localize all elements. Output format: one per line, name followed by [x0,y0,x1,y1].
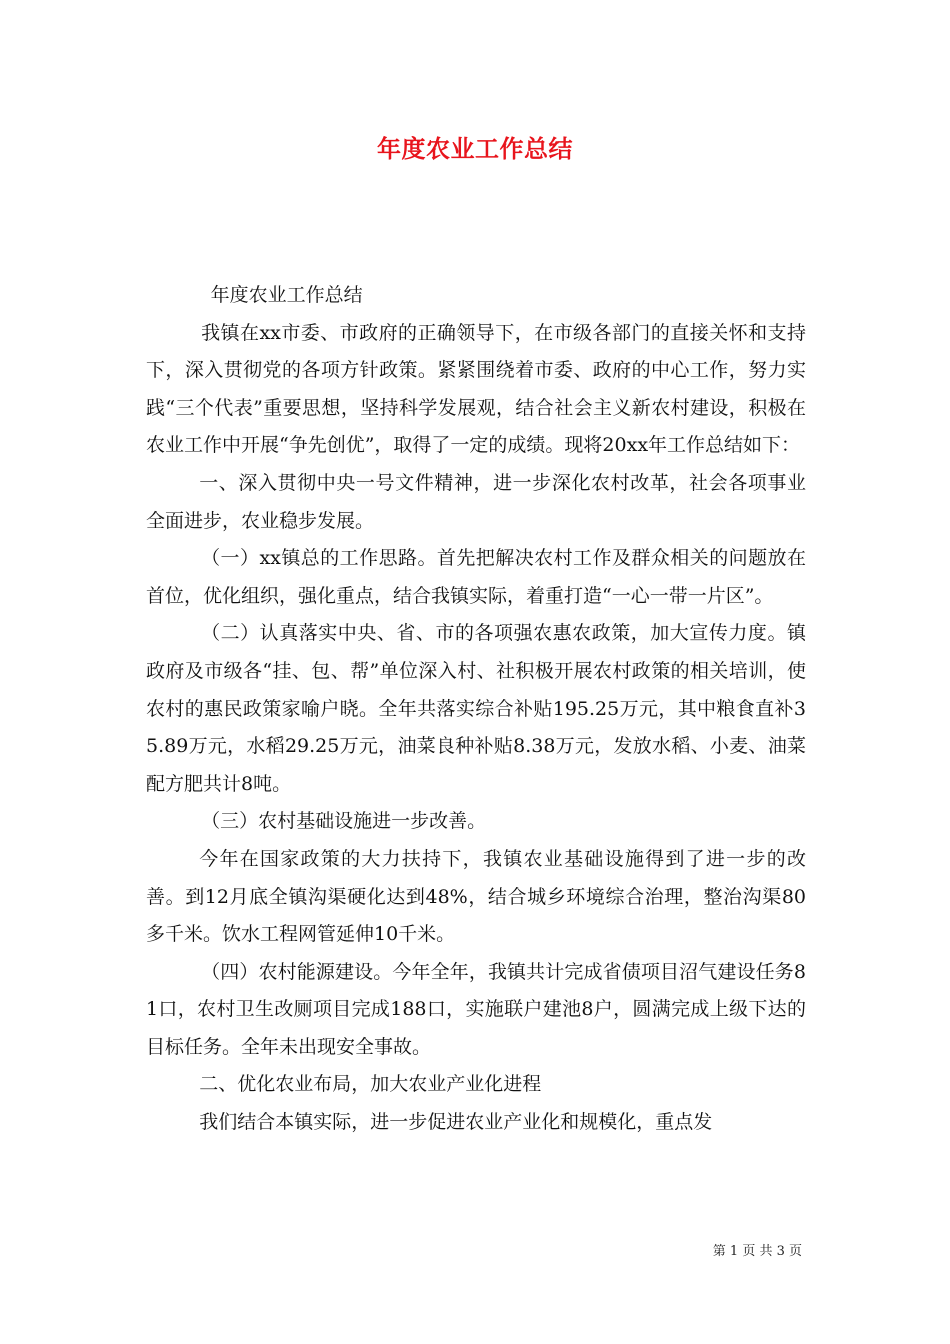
paragraph-item-3-body: 今年在国家政策的大力扶持下，我镇农业基础设施得到了进一步的改善。到12月底全镇沟渠硬化达到48%，结合城乡环境综合治理，整治沟渠80多千米。饮水工程网管延伸10千米。 [146,847,806,946]
paragraph-section-2-heading: 二、优化农业布局，加大农业产业化进程 [199,1073,542,1096]
paragraph-section-2-body: 我们结合本镇实际，进一步促进农业产业化和规模化，重点发 [199,1111,713,1134]
paragraph-item-4: （四）农村能源建设。今年全年，我镇共计完成省债项目沼气建设任务81口，农村卫生改厕项目完成188口，实施联户建池8户，圆满完成上级下达的目标任务。全年未出现安全事故。 [146,960,806,1058]
paragraph-section-1-heading: 一、深入贯彻中央一号文件精神，进一步深化农村改革，社会各项事业全面进步，农业稳步发展。 [146,471,806,532]
page-number: 第 1 页 共 3 页 [712,1244,802,1259]
paragraph-item-3-heading: （三）农村基础设施进一步改善。 [201,810,487,833]
paragraph-item-1: （一）xx镇总的工作思路。首先把解决农村工作及群众相关的问题放在首位，优化组织，强化重点，结合我镇实际，着重打造“一心一带一片区”。 [146,547,806,607]
document-title: 年度农业工作总结 [377,134,573,163]
document-body [146,277,806,1142]
paragraph-intro: 我镇在xx市委、市政府的正确领导下，在市级各部门的直接关怀和支持下，深入贯彻党的各项方针政策。紧紧围绕着市委、政府的中心工作，努力实践“三个代表”重要思想，坚持科学发展观，结合社会主义新农村建设，积极在农业工作中开展“争先创优”，取得了一定的成绩。现将20xx年工作总结如下： [146,321,806,457]
paragraph-item-2: （二）认真落实中央、省、市的各项强农惠农政策，加大宣传力度。镇政府及市级各“挂、包、帮”单位深入村、社积极开展农村政策的相关培训，使农村的惠民政策家喻户晓。全年共落实综合补贴195.25万元，其中粮食直补35.89万元，水稻29.25万元，油菜良种补贴8.38万元，发放水稻、小麦、油菜配方肥共计8吨。 [146,622,806,795]
paragraph-subtitle: 年度农业工作总结 [210,284,363,306]
